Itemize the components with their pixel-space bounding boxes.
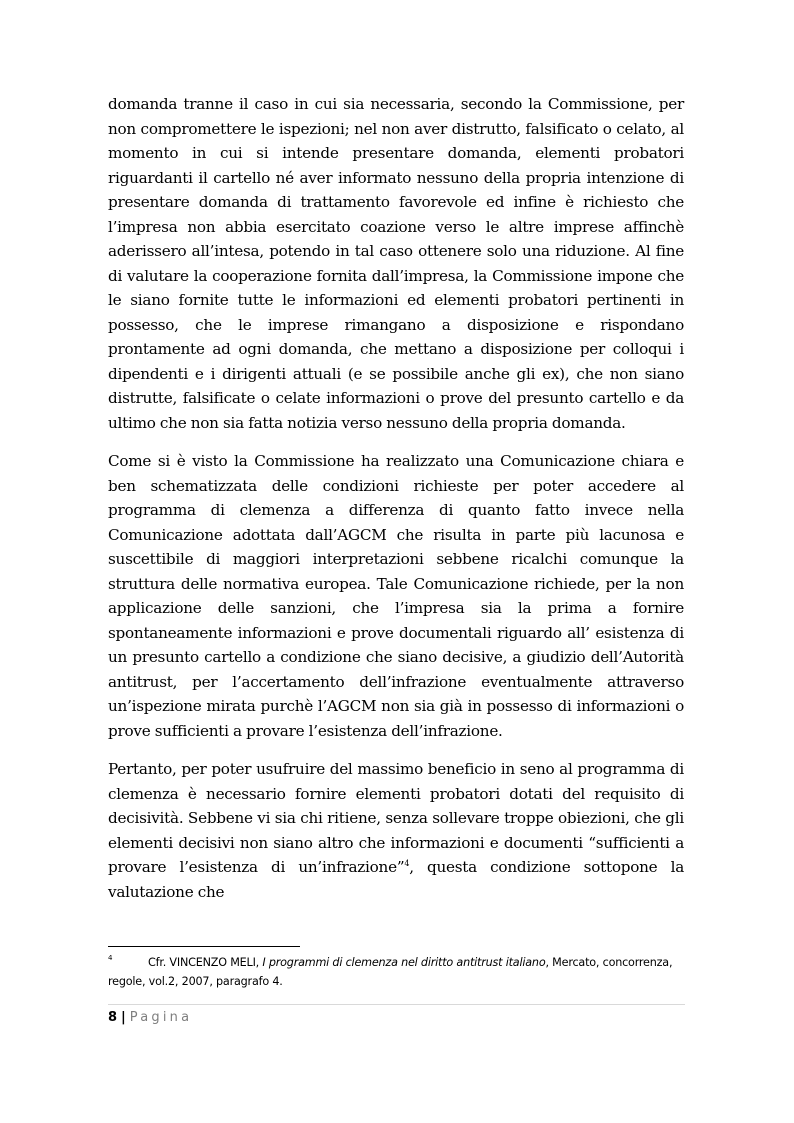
page-footer	[108, 1009, 192, 1027]
page-body	[108, 92, 684, 918]
footer-separator: |	[121, 1010, 126, 1025]
footnote-cited-title: I programmi di clemenza nel diritto antitrust italiano	[262, 956, 546, 969]
footnote-reference[interactable]: 4	[404, 858, 410, 868]
page-number: 8	[108, 1010, 118, 1025]
footer-divider	[108, 1004, 685, 1005]
footnote-number: 4	[108, 954, 113, 962]
footnote-prefix: Cfr. VINCENZO MELI,	[148, 956, 263, 969]
body-paragraph-1: domanda tranne il caso in cui sia necessaria, secondo la Commissione, per non compromettere le ispezioni; nel non aver distrutto, falsificato o celato, al momento in cui si intende presentare domanda, elementi probatori riguardanti il cartello né aver informato nessuno della propria intenzione di presentare domanda di trattamento favorevole ed infine è richiesto che l’impresa non abbia esercitato coazione verso le altre imprese affinchè aderissero all’intesa, potendo in tal caso ottenere solo una riduzione. Al fine di valutare la cooperazione fornita dall’impresa, la Commissione impone che le siano fornite tutte le informazioni ed elementi probatori pertinenti in possesso, che le imprese rimangano a disposizione e rispondano prontamente ad ogni domanda, che mettano a disposizione per colloqui i dipendenti e i dirigenti attuali (e se possibile anche gli ex), che non siano distrutte, falsificate o celate informazioni o prove del presunto cartello e da ultimo che non sia fatta notizia verso nessuno della propria domanda.	[108, 95, 684, 432]
page-label: Pagina	[129, 1010, 193, 1025]
paragraph-3-text-after-ref: , questa condizione sottopone la valutazione che	[108, 858, 684, 901]
footnote-separator	[108, 946, 300, 947]
footnote	[108, 953, 684, 991]
footnote-suffix: , Mercato, concorrenza, regole, vol.2, 2007, paragrafo 4.	[108, 956, 673, 988]
body-paragraph-3	[108, 757, 684, 904]
body-paragraph-2: Come si è visto la Commissione ha realizzato una Comunicazione chiara e ben schematizzata delle condizioni richieste per poter accedere al programma di clemenza a differenza di quanto fatto invece nella Comunicazione adottata dall’AGCM che risulta in parte più lacunosa e suscettibile di maggiori interpretazioni sebbene ricalchi comunque la struttura delle normativa europea. Tale Comunicazione richiede, per la non applicazione delle sanzioni, che l’impresa sia la prima a fornire spontaneamente informazioni e prove documentali riguardo all’ esistenza di un presunto cartello a condizione che siano decisive, a giudizio dell’Autorità antitrust, per l’accertamento dell’infrazione eventualmente attraverso un’ispezione mirata purchè l’AGCM non sia già in possesso di informazioni o prove sufficienti a provare l’esistenza dell’infrazione.	[108, 452, 684, 740]
paragraph-3-text-before-ref: Pertanto, per poter usufruire del massimo beneficio in seno al programma di clemenza è necessario fornire elementi probatori dotati del requisito di decisività. Sebbene vi sia chi ritiene, senza sollevare troppe obiezioni, che gli elementi decisivi non siano altro che informazioni e documenti “sufficienti a provare l’esistenza di un’infrazione”	[108, 760, 684, 876]
